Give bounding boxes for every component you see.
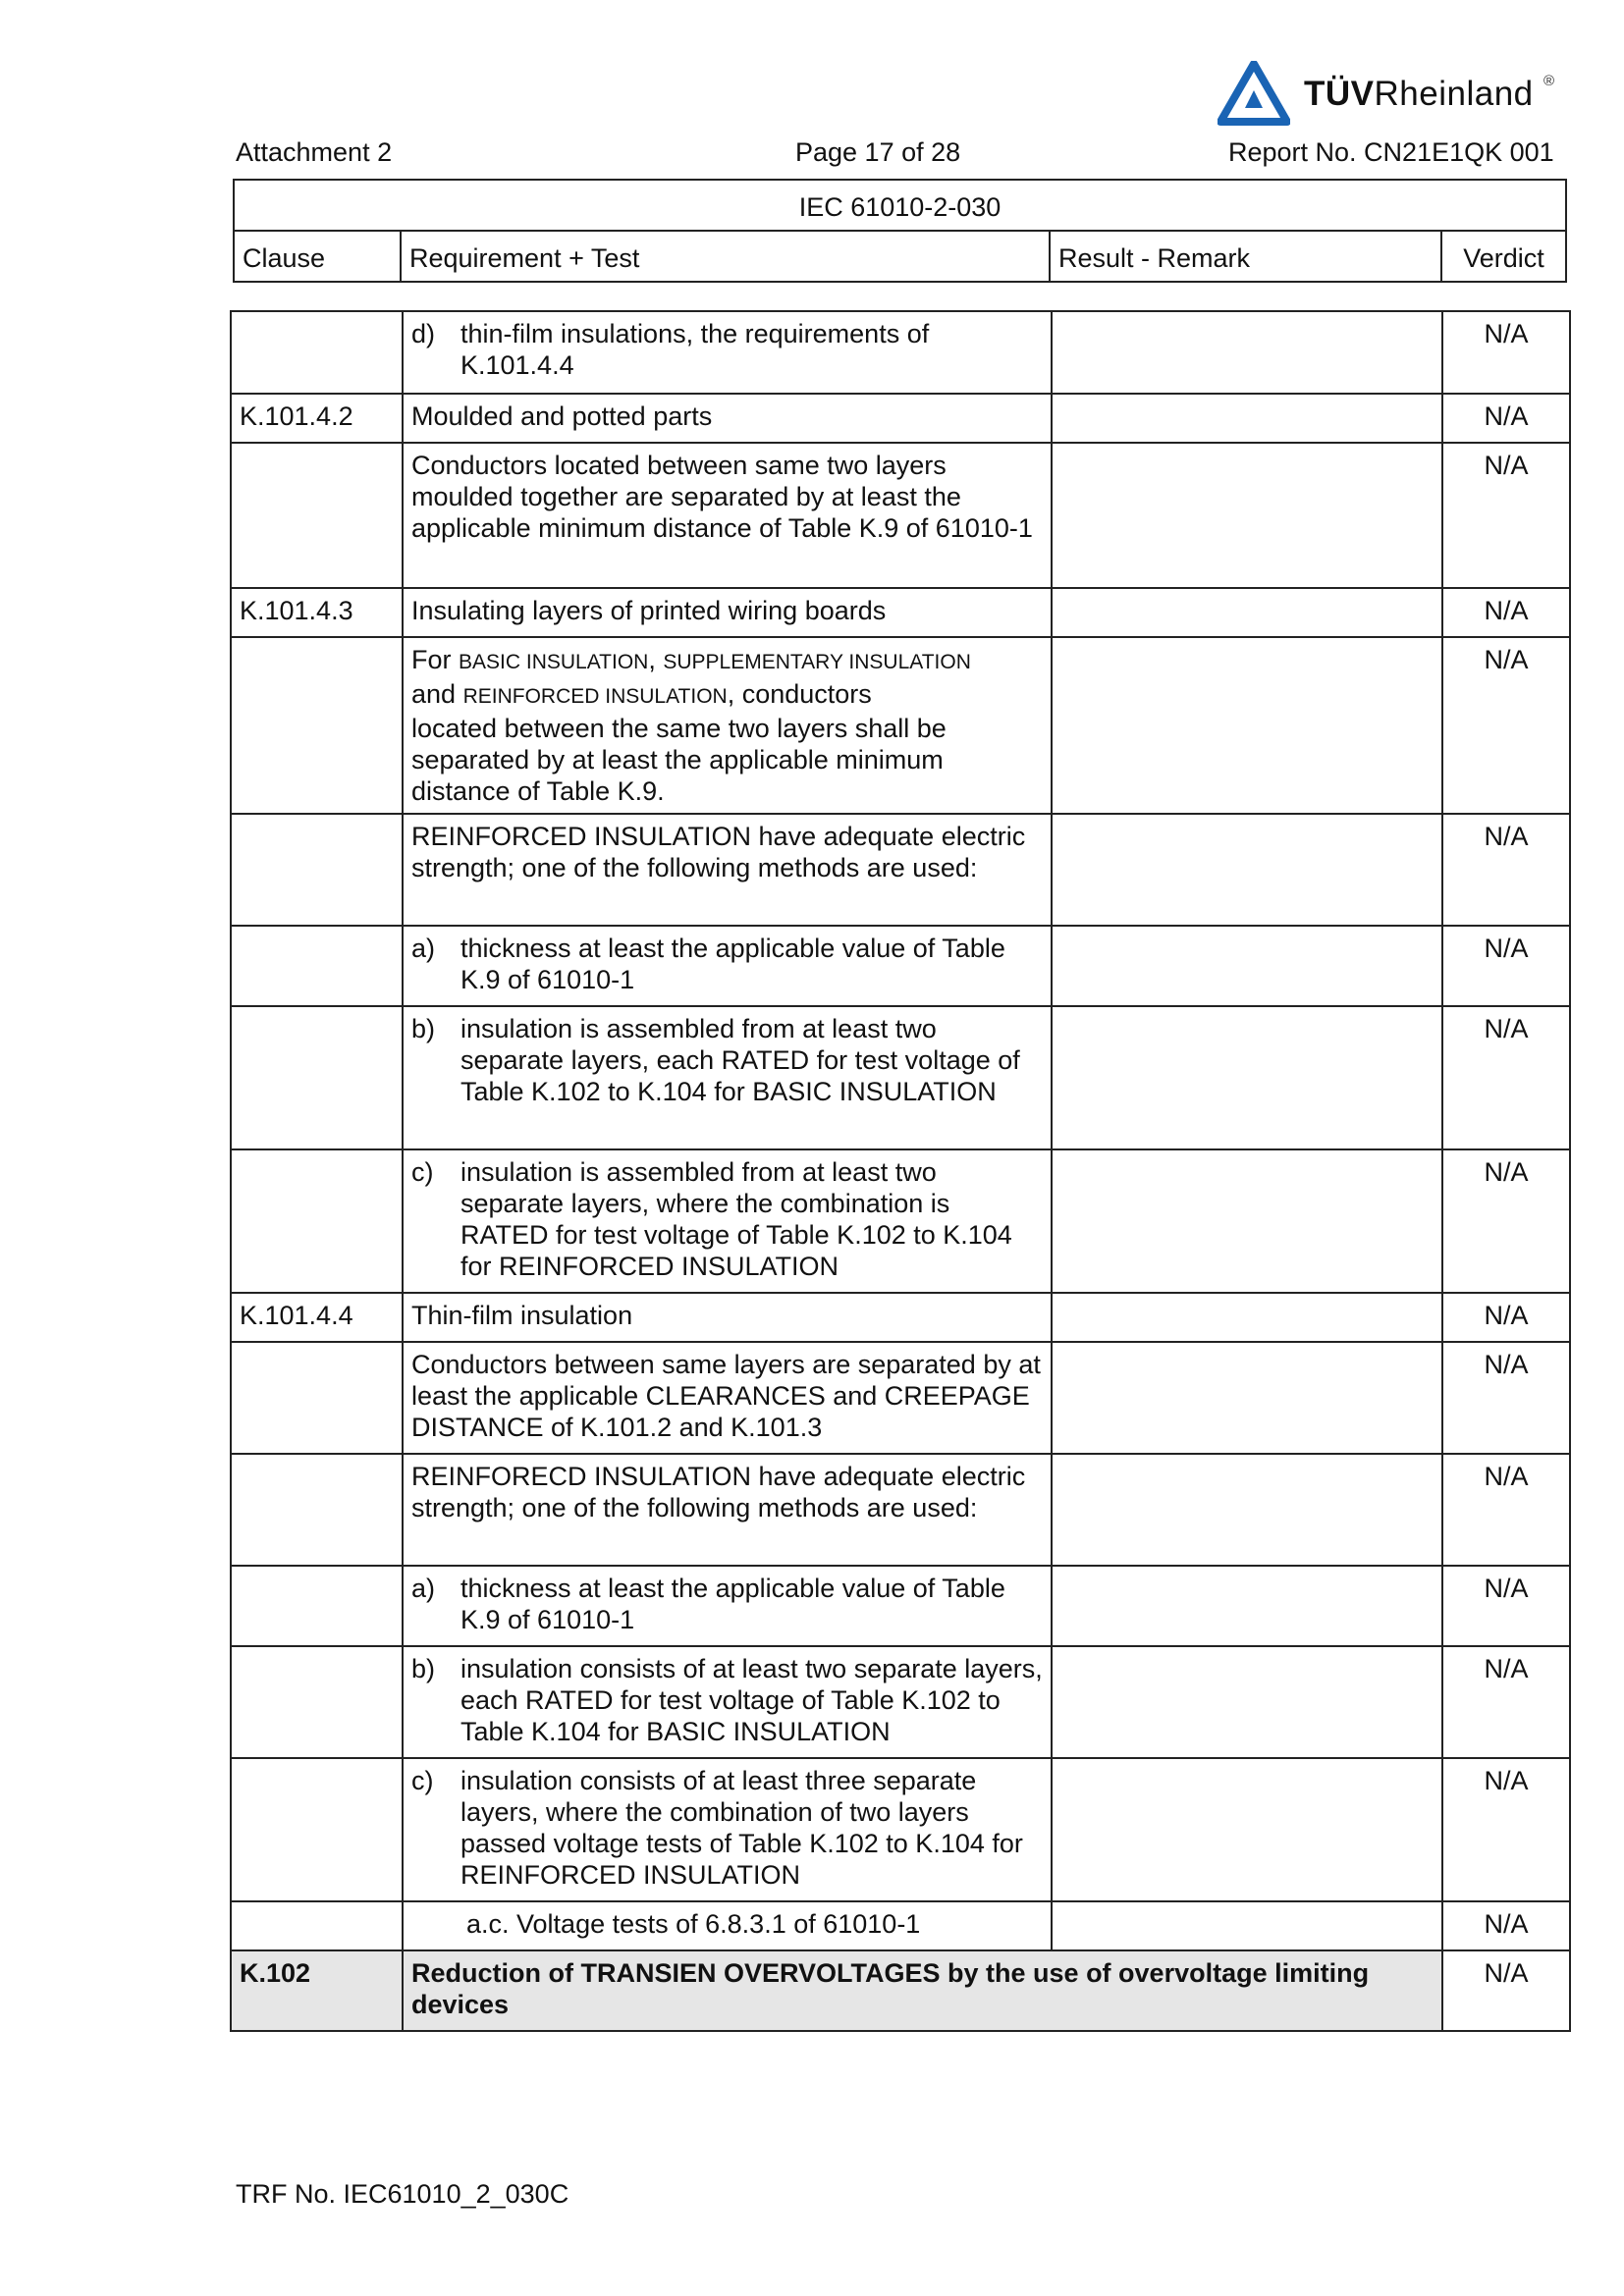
header-table [233,179,1567,283]
result-cell [1052,1342,1442,1454]
tuv-triangle-icon [1218,61,1290,126]
verdict-cell: N/A [1442,394,1570,443]
result-cell [1052,926,1442,1006]
clause-cell [231,814,403,926]
clause-cell [231,1454,403,1566]
item-text: insulation is assembled from at least two separate layers, each RATED for test voltage of Table K.102 to K.104 for BASIC INSULATION [460,1014,1020,1106]
attachment-label: Attachment 2 [236,137,393,167]
result-cell [1052,1646,1442,1758]
verdict-cell: N/A [1442,1342,1570,1454]
table-row [231,1646,1570,1758]
rich-text: , conductors [727,679,872,709]
item-label: d) [411,319,436,348]
verdict-cell: N/A [1442,311,1570,394]
column-header-requirement: Requirement + Test [401,231,1050,282]
rich-text: located between the same two layers shall be separated by at least the applicable minimum distance of Table K.9. [411,714,947,806]
requirement-cell [403,637,1052,814]
verdict-cell: N/A [1442,1901,1570,1950]
item-label: b) [411,1654,436,1683]
item-text: insulation consists of at least three separate layers, where the combination of two layers passed voltage tests of Table K.102 to K.104 for REINFORCED INSULATION [460,1766,1023,1890]
result-cell [1052,1901,1442,1950]
clause-cell: K.101.4.4 [231,1293,403,1342]
item-label: b) [411,1014,436,1043]
item-label: a) [411,1574,436,1603]
clause-cell [231,1149,403,1293]
requirement-cell [403,1149,1052,1293]
verdict-cell: N/A [1442,588,1570,637]
requirement-cell: REINFORCED INSULATION have adequate electric strength; one of the following methods are used: [403,814,1052,926]
result-cell [1052,637,1442,814]
verdict-cell: N/A [1442,1293,1570,1342]
clause-cell [231,1901,403,1950]
requirement-cell: Insulating layers of printed wiring boards [403,588,1052,637]
clause-cell [231,1566,403,1646]
result-cell [1052,588,1442,637]
table-row [231,1342,1570,1454]
item-label: a) [411,934,436,963]
clause-cell [231,1006,403,1149]
result-cell [1052,1758,1442,1901]
rich-text: , [648,645,664,674]
result-cell [1052,443,1442,588]
requirement-cell: Moulded and potted parts [403,394,1052,443]
requirement-cell [403,1758,1052,1901]
requirement-cell: a.c. Voltage tests of 6.8.3.1 of 61010-1 [403,1901,1052,1950]
requirement-cell [403,1646,1052,1758]
requirement-cell: Thin-film insulation [403,1293,1052,1342]
clause-cell [231,311,403,394]
term-reinforced-insulation: REINFORCED INSULATION [462,685,728,708]
standard-title: IEC 61010-2-030 [234,180,1566,231]
item-text: thickness at least the applicable value of Table K.9 of 61010-1 [460,1574,1005,1634]
table-row [231,1149,1570,1293]
requirement-cell: Conductors located between same two layers moulded together are separated by at least the applicable minimum distance of Table K.9 of 61010-1 [403,443,1052,588]
requirement-cell [403,1566,1052,1646]
table-row [231,443,1570,588]
requirement-cell: REINFORECD INSULATION have adequate electric strength; one of the following methods are used: [403,1454,1052,1566]
clause-cell [231,1646,403,1758]
clause-cell [231,1758,403,1901]
verdict-cell: N/A [1442,814,1570,926]
clause-cell [231,637,403,814]
item-label: c) [411,1766,434,1795]
logo-wordmark: TÜVRheinland [1304,75,1534,113]
verdict-cell: N/A [1442,443,1570,588]
rich-text: For [411,645,460,674]
result-cell [1052,311,1442,394]
clause-cell [231,926,403,1006]
result-cell [1052,1149,1442,1293]
verdict-cell: N/A [1442,637,1570,814]
table-row [231,1006,1570,1149]
table-row [231,1454,1570,1566]
requirement-cell [403,926,1052,1006]
page-number: Page 17 of 28 [795,137,961,167]
verdict-cell: N/A [1442,1646,1570,1758]
registered-mark: ® [1543,73,1555,89]
trf-number: TRF No. IEC61010_2_030C [236,2179,569,2209]
table-row [231,311,1570,394]
report-number: Report No. CN21E1QK 001 [1228,137,1554,167]
column-header-result: Result - Remark [1050,231,1441,282]
clause-cell: K.102 [231,1950,403,2031]
item-text: insulation consists of at least two separate layers, each RATED for test voltage of Table K.102 to Table K.104 for BASIC INSULATION [460,1654,1043,1746]
verdict-cell: N/A [1442,1566,1570,1646]
verdict-cell: N/A [1442,1454,1570,1566]
result-cell [1052,1293,1442,1342]
clause-cell [231,443,403,588]
table-row [231,1566,1570,1646]
verdict-cell: N/A [1442,1149,1570,1293]
item-text: thickness at least the applicable value of Table K.9 of 61010-1 [460,934,1005,994]
clause-cell: K.101.4.3 [231,588,403,637]
table-row [231,1293,1570,1342]
column-header-clause: Clause [234,231,401,282]
table-row [231,637,1570,814]
term-supplementary-insulation: SUPPLEMENTARY INSULATION [663,651,971,673]
requirement-cell: Conductors between same layers are separated by at least the applicable CLEARANCES and CREEPAGE DISTANCE of K.101.2 and K.101.3 [403,1342,1052,1454]
verdict-cell: N/A [1442,926,1570,1006]
verdict-cell: N/A [1442,1006,1570,1149]
verdict-cell: N/A [1442,1950,1570,2031]
requirement-cell: Reduction of TRANSIEN OVERVOLTAGES by the use of overvoltage limiting devices [403,1950,1442,2031]
table-row [231,814,1570,926]
requirement-cell [403,311,1052,394]
clause-cell: K.101.4.2 [231,394,403,443]
table-row [231,926,1570,1006]
tuv-rheinland-logo [1218,61,1571,130]
table-row [231,394,1570,443]
result-cell [1052,1454,1442,1566]
table-row [231,588,1570,637]
table-row [231,1901,1570,1950]
item-text: insulation is assembled from at least two separate layers, where the combination is RATED for test voltage of Table K.102 to K.104 for REINFORCED INSULATION [460,1157,1012,1281]
requirements-table [230,310,1571,2032]
column-header-verdict: Verdict [1441,231,1566,282]
result-cell [1052,1006,1442,1149]
clause-cell [231,1342,403,1454]
table-row-section-heading [231,1950,1570,2031]
verdict-cell: N/A [1442,1758,1570,1901]
table-row [231,1758,1570,1901]
term-basic-insulation: BASIC INSULATION [459,651,649,673]
result-cell [1052,814,1442,926]
result-cell [1052,394,1442,443]
requirement-cell [403,1006,1052,1149]
item-text: thin-film insulations, the requirements of K.101.4.4 [460,319,930,380]
rich-text: and [411,679,463,709]
result-cell [1052,1566,1442,1646]
item-label: c) [411,1157,434,1187]
